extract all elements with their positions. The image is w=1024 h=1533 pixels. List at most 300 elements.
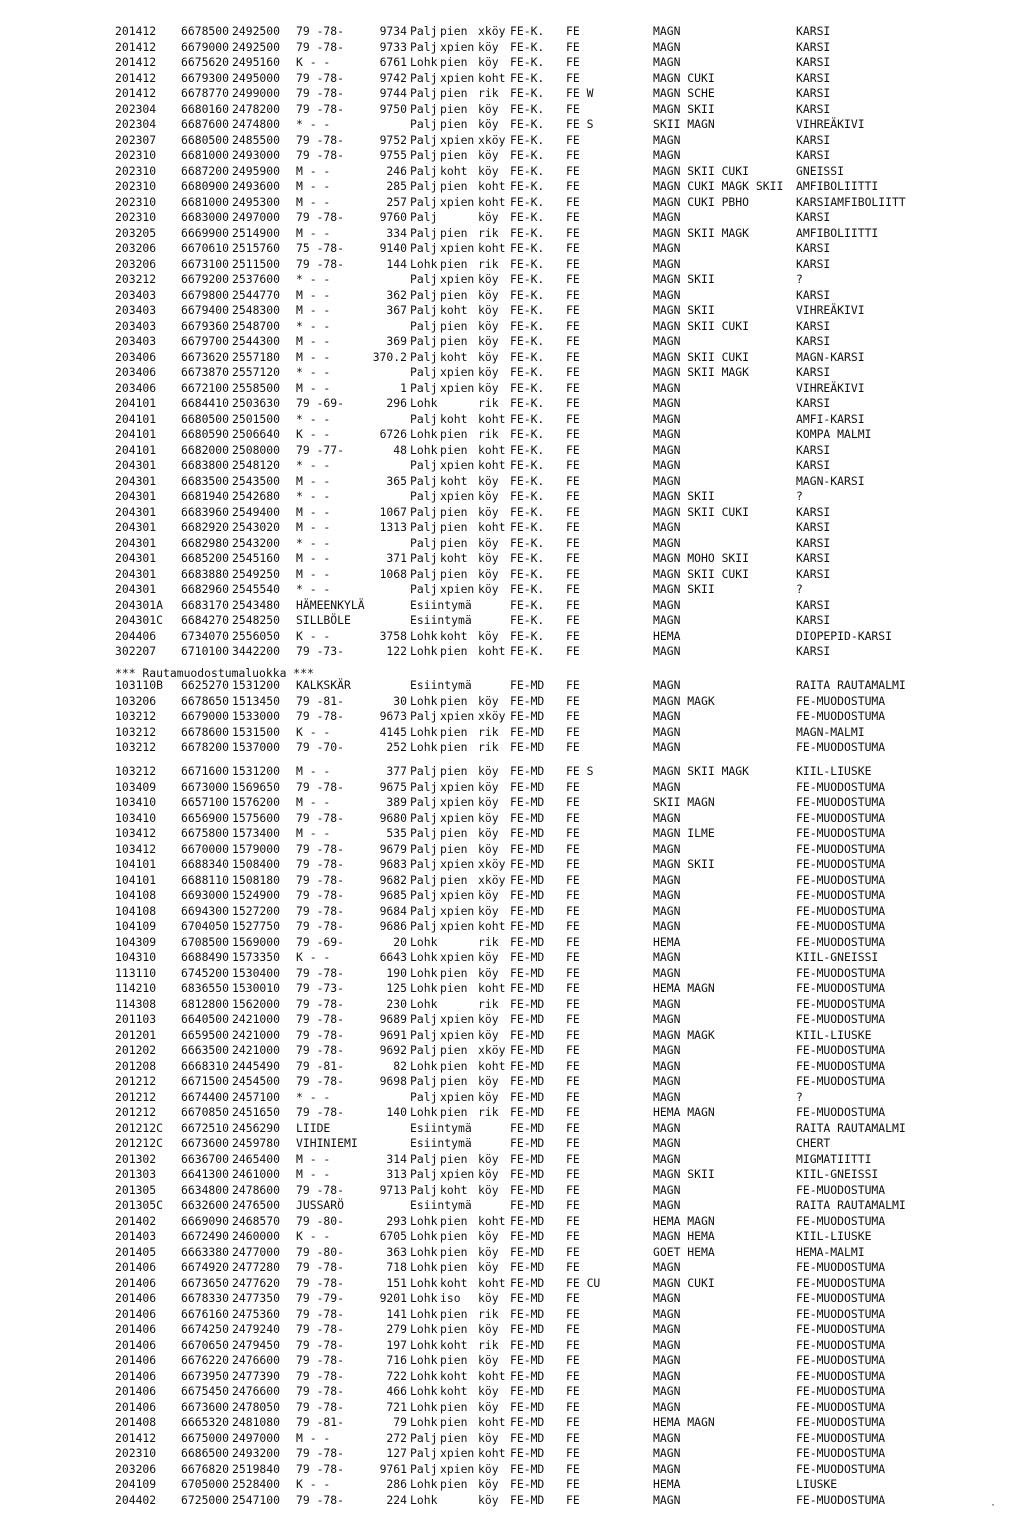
cell-map-sheet: 104309 [115,934,157,949]
cell-north-coord: 6641300 [181,1167,230,1181]
cell-sample-number: 257 [386,194,407,209]
cell-map-sheet: 203212 [115,272,157,286]
cell-north-coord: 6683800 [181,458,230,472]
cell-minerals: MAGN [653,903,681,918]
table-row [0,1384,1024,1400]
cell-map-sheet: 201305 [115,1182,157,1197]
cell-abundance: köy [478,1167,499,1181]
cell-class-code: FE-MD [510,826,545,840]
cell-class-code: FE-K. [510,132,545,147]
cell-minerals: MAGN [653,210,681,224]
cell-abundance: xköy [478,1043,506,1057]
cell-grain-size: pien [440,1105,468,1119]
cell-element: FE [566,334,580,348]
cell-abundance: köy [478,380,499,395]
cell-minerals: GOET HEMA [653,1244,715,1259]
cell-abundance: köy [478,489,499,503]
cell-north-coord: 6634800 [181,1182,230,1197]
cell-grain-size: pien [440,764,468,778]
cell-class-code: FE-K. [510,148,545,162]
cell-rock-type: FE-MUODOSTUMA [796,1291,886,1305]
cell-minerals: MAGN [653,1492,681,1507]
cell-sample-type: Palj [410,841,438,856]
cell-north-coord: 6688110 [181,872,230,887]
cell-east-coord: 2511500 [232,256,281,271]
cell-element: FE [566,1229,580,1243]
cell-sample-number: 224 [386,1492,407,1507]
cell-sample-type: Palj [410,1167,438,1181]
table-row [0,1043,1024,1059]
cell-abundance: köy [478,1492,499,1507]
cell-grain-size: koht [440,411,468,426]
cell-north-coord: 6694300 [181,903,230,918]
cell-abundance: xköy [478,857,506,871]
table-row [0,1431,1024,1447]
cell-sample-code: 79 -78- [296,1012,345,1026]
cell-north-coord: 6674400 [181,1089,230,1104]
cell-minerals: MAGN [653,39,681,54]
cell-class-code: FE-K. [510,628,545,643]
cell-north-coord: 6674250 [181,1322,230,1336]
cell-sample-type: Lohk [410,1291,438,1305]
cell-minerals: MAGN SKII MAGK [653,225,750,240]
cell-sample-number: 1067 [379,504,407,519]
cell-element: FE [566,1492,580,1507]
cell-map-sheet: 201208 [115,1058,157,1073]
cell-minerals: MAGN SKII CUKI [653,504,750,519]
table-row [0,780,1024,796]
table-row [0,826,1024,842]
cell-map-sheet: 201405 [115,1244,157,1259]
fe-md-records-table-b [0,764,1024,1508]
cell-grain-size: xpien [440,950,475,964]
cell-grain-size: xpien [440,489,475,503]
cell-east-coord: 1569650 [232,779,281,794]
cell-sample-number: 9140 [379,241,407,255]
cell-grain-size: xpien [440,709,475,723]
table-row [0,582,1024,598]
cell-sample-type: Palj [410,24,438,38]
cell-map-sheet: 204109 [115,1477,157,1491]
cell-sample-number: 252 [386,740,407,754]
cell-east-coord: 2508000 [232,442,281,457]
cell-east-coord: 1575600 [232,810,281,825]
cell-sample-number: 9680 [379,810,407,825]
cell-class-code: FE-K. [510,458,545,472]
cell-grain-size: pien [440,981,468,995]
table-row [0,1307,1024,1323]
cell-grain-size: pien [440,1322,468,1336]
cell-east-coord: 2457100 [232,1089,281,1104]
cell-abundance: rik [478,1337,499,1352]
cell-sample-number: 367 [386,303,407,317]
cell-abundance: xköy [478,24,506,38]
table-row [0,764,1024,780]
cell-map-sheet: 203406 [115,365,157,379]
cell-east-coord: 2558500 [232,380,281,395]
cell-east-coord: 1576200 [232,795,281,809]
cell-minerals: MAGN [653,1151,681,1166]
cell-grain-size: pien [440,724,468,739]
cell-rock-type: FE-MUODOSTUMA [796,996,886,1011]
cell-north-coord: 6678330 [181,1291,230,1305]
cell-element: FE [566,1105,580,1119]
cell-sample-code: KALKSKÄR [296,678,351,692]
cell-map-sheet: 201412 [115,39,157,54]
cell-east-coord: 2514900 [232,225,281,240]
cell-minerals: MAGN [653,473,681,488]
cell-grain-size: xpien [440,458,475,472]
cell-class-code: FE-K. [510,504,545,519]
cell-rock-type: KARSI [796,613,831,627]
cell-map-sheet: 202310 [115,163,157,178]
cell-abundance: köy [478,903,499,918]
cell-minerals: MAGN [653,458,681,472]
cell-sample-code: M - - [296,1167,331,1181]
cell-sample-type: Lohk [410,1058,438,1073]
cell-map-sheet: 204301 [115,520,157,534]
cell-map-sheet: 103410 [115,795,157,809]
cell-sample-code: K - - [296,427,331,441]
cell-map-sheet: 203403 [115,318,157,333]
cell-map-sheet: 204301 [115,582,157,596]
cell-rock-type: VIHREÄKIVI [796,380,865,395]
cell-minerals: HEMA MAGN [653,1415,715,1429]
cell-map-sheet: 201406 [115,1368,157,1383]
cell-sample-number: 9685 [379,888,407,902]
cell-rock-type: DIOPEPID-KARSI [796,628,893,643]
cell-sample-code: 79 -78- [296,70,345,85]
cell-grain-size: koht [440,1384,468,1398]
cell-abundance: köy [478,148,499,162]
cell-map-sheet: 204301A [115,597,164,612]
cell-north-coord: 6673650 [181,1275,230,1290]
cell-map-sheet: 201406 [115,1291,157,1305]
cell-rock-type: FE-MUODOSTUMA [796,1337,886,1352]
cell-map-sheet: 103412 [115,841,157,856]
cell-rock-type: FE-MUODOSTUMA [796,965,886,980]
cell-east-coord: 1530400 [232,965,281,980]
cell-element: FE [566,1089,580,1104]
cell-element: FE [566,303,580,317]
cell-east-coord: 2492500 [232,24,281,38]
cell-minerals: MAGN SKII [653,101,715,116]
cell-grain-size: koht [440,1337,468,1352]
cell-element: FE [566,740,580,754]
cell-sample-code: M - - [296,795,331,809]
cell-sample-number: 9686 [379,919,407,933]
cell-rock-type: KARSI [796,70,831,85]
cell-minerals: MAGN [653,411,681,426]
cell-abundance: köy [478,318,499,333]
cell-element: FE [566,1012,580,1026]
cell-north-coord: 6683880 [181,566,230,581]
cell-sample-code: 79 -78- [296,709,345,723]
cell-element: FE [566,872,580,887]
cell-north-coord: 6632600 [181,1198,230,1212]
cell-map-sheet: 204301 [115,473,157,488]
cell-minerals: MAGN SKII MAGK [653,365,750,379]
cell-class-code: FE-MD [510,1322,545,1336]
cell-element: FE [566,1461,580,1476]
cell-north-coord: 6669900 [181,225,230,240]
cell-east-coord: 2545160 [232,551,281,565]
cell-sample-type: Lohk [410,1492,438,1507]
cell-sample-code: 79 -78- [296,210,345,224]
cell-north-coord: 6669090 [181,1213,230,1228]
cell-map-sheet: 201303 [115,1167,157,1181]
cell-element: FE [566,981,580,995]
cell-east-coord: 2543200 [232,535,281,550]
cell-element: FE [566,582,580,596]
cell-map-sheet: 204301 [115,458,157,472]
cell-minerals: MAGN [653,965,681,980]
cell-minerals: MAGN SKII CUKI [653,566,750,581]
cell-class-code: FE-K. [510,272,545,286]
cell-element: FE [566,693,580,708]
cell-rock-type: FE-MUODOSTUMA [796,1399,886,1414]
cell-element: FE [566,1182,580,1197]
table-row [0,966,1024,982]
cell-north-coord: 6710100 [181,644,230,658]
cell-sample-type: Lohk [410,1213,438,1228]
cell-sample-number: 313 [386,1167,407,1181]
cell-sample-code: 79 -78- [296,841,345,856]
table-row [0,1446,1024,1462]
cell-rock-type: FE-MUODOSTUMA [796,872,886,887]
cell-sample-type: Palj [410,489,438,503]
cell-sample-code: * - - [296,272,331,286]
cell-sample-code: K - - [296,1229,331,1243]
cell-east-coord: 2549400 [232,504,281,519]
cell-class-code: FE-MD [510,1244,545,1259]
cell-rock-type: AMFIBOLIITTI [796,225,879,240]
cell-north-coord: 6672100 [181,380,230,395]
table-row [0,598,1024,614]
cell-rock-type: ? [796,1089,803,1104]
cell-sample-code: 79 -78- [296,965,345,980]
cell-rock-type: FE-MUODOSTUMA [796,1105,886,1119]
cell-minerals: MAGN [653,678,681,692]
cell-north-coord: 6688490 [181,950,230,964]
cell-class-code: FE-K. [510,489,545,503]
cell-grain-size: pien [440,334,468,348]
cell-abundance: koht [478,919,506,933]
cell-sample-type: Lohk [410,1306,438,1321]
cell-element: FE [566,1446,580,1460]
cell-north-coord: 6679800 [181,287,230,302]
cell-grain-size: xpien [440,1446,475,1460]
cell-map-sheet: 114308 [115,996,157,1011]
cell-element: FE [566,965,580,980]
cell-sample-code: M - - [296,551,331,565]
cell-rock-type: VIHREÄKIVI [796,303,865,317]
cell-sample-type: Palj [410,520,438,534]
cell-element: FE [566,225,580,240]
cell-minerals: MAGN [653,287,681,302]
cell-abundance: xköy [478,132,506,147]
cell-rock-type: FE-MUODOSTUMA [796,1492,886,1507]
cell-abundance: koht [478,1446,506,1460]
cell-rock-type: FE-MUODOSTUMA [796,1043,886,1057]
cell-sample-type: Palj [410,179,438,193]
cell-east-coord: 2519840 [232,1461,281,1476]
cell-sample-type: Lohk [410,1415,438,1429]
cell-map-sheet: 201406 [115,1306,157,1321]
cell-class-code: FE-K. [510,427,545,441]
cell-grain-size: pien [440,256,468,271]
cell-north-coord: 6678650 [181,693,230,708]
cell-rock-type: KARSI [796,458,831,472]
cell-class-code: FE-MD [510,779,545,794]
cell-rock-type: KOMPA MALMI [796,427,872,441]
cell-sample-number: 722 [386,1368,407,1383]
cell-minerals: MAGN [653,1136,681,1150]
cell-sample-code: 79 -70- [296,740,345,754]
cell-sample-type: Palj [410,39,438,54]
cell-sample-type: Palj [410,810,438,825]
cell-east-coord: 2445490 [232,1058,281,1073]
cell-class-code: FE-K. [510,117,545,131]
cell-east-coord: 2515760 [232,241,281,255]
cell-element: FE [566,1136,580,1150]
cell-grain-size: pien [440,1399,468,1414]
cell-north-coord: 6686500 [181,1446,230,1460]
cell-north-coord: 6675450 [181,1384,230,1398]
cell-minerals: MAGN [653,132,681,147]
cell-class-code: FE-K. [510,644,545,658]
cell-map-sheet: 201302 [115,1151,157,1166]
cell-map-sheet: 203406 [115,380,157,395]
cell-rock-type: AMFI-KARSI [796,411,865,426]
cell-east-coord: 2477390 [232,1368,281,1383]
cell-rock-type: KARSI [796,24,831,38]
cell-element: FE [566,1322,580,1336]
cell-sample-type: Lohk [410,1399,438,1414]
cell-sample-type: Esiintymä [410,597,472,612]
cell-sample-number: 716 [386,1353,407,1367]
cell-class-code: FE-K. [510,210,545,224]
cell-class-code: FE-K. [510,318,545,333]
cell-minerals: HEMA [653,1477,681,1491]
cell-element: FE [566,996,580,1011]
cell-sample-number: 4145 [379,724,407,739]
cell-east-coord: 2481080 [232,1415,281,1429]
cell-map-sheet: 201408 [115,1415,157,1429]
cell-minerals: MAGN SKII [653,1167,715,1181]
cell-map-sheet: 201402 [115,1213,157,1228]
cell-abundance: köy [478,795,499,809]
table-row [0,1229,1024,1245]
cell-north-coord: 6663500 [181,1043,230,1057]
cell-element: FE [566,1074,580,1088]
cell-sample-code: 79 -69- [296,934,345,949]
cell-class-code: FE-K. [510,349,545,364]
cell-class-code: FE-MD [510,934,545,949]
cell-sample-type: Palj [410,1012,438,1026]
cell-sample-type: Lohk [410,1322,438,1336]
cell-north-coord: 6683500 [181,473,230,488]
cell-rock-type: KARSI [796,55,831,69]
cell-sample-number: 535 [386,826,407,840]
cell-rock-type: GNEISSI [796,163,845,178]
cell-map-sheet: 203205 [115,225,157,240]
cell-rock-type: ? [796,272,803,286]
cell-east-coord: 1531200 [232,678,281,692]
cell-sample-type: Lohk [410,442,438,457]
cell-sample-code: * - - [296,458,331,472]
cell-abundance: koht [478,194,506,209]
cell-sample-number: 9742 [379,70,407,85]
cell-grain-size: koht [440,303,468,317]
cell-sample-code: M - - [296,764,331,778]
cell-grain-size: pien [440,535,468,550]
cell-grain-size: pien [440,1229,468,1243]
cell-sample-type: Lohk [410,981,438,995]
cell-sample-code: * - - [296,489,331,503]
table-row [0,148,1024,164]
cell-element: FE [566,841,580,856]
cell-rock-type: FE-MUODOSTUMA [796,709,886,723]
cell-element: FE [566,1167,580,1181]
cell-rock-type: FE-MUODOSTUMA [796,1384,886,1398]
cell-map-sheet: 203403 [115,334,157,348]
table-row [0,1338,1024,1354]
cell-map-sheet: 202307 [115,132,157,147]
cell-map-sheet: 201406 [115,1322,157,1336]
cell-sample-number: 9750 [379,101,407,116]
cell-class-code: FE-MD [510,764,545,778]
cell-grain-size: xpien [440,194,475,209]
cell-north-coord: 6684410 [181,396,230,410]
cell-grain-size: pien [440,427,468,441]
table-row [0,396,1024,412]
cell-minerals: MAGN [653,1198,681,1212]
cell-sample-code: 79 -78- [296,996,345,1011]
cell-sample-code: 79 -78- [296,132,345,147]
cell-map-sheet: 201406 [115,1384,157,1398]
cell-minerals: HEMA [653,628,681,643]
cell-grain-size: pien [440,318,468,333]
cell-rock-type: FE-MUODOSTUMA [796,841,886,856]
cell-element: FE [566,1430,580,1445]
cell-sample-type: Esiintymä [410,613,472,627]
cell-sample-code: M - - [296,826,331,840]
cell-minerals: HEMA MAGN [653,1105,715,1119]
cell-east-coord: 2478050 [232,1399,281,1414]
table-row [0,1121,1024,1137]
cell-north-coord: 6659500 [181,1027,230,1042]
cell-element: FE [566,628,580,643]
cell-minerals: MAGN [653,1074,681,1088]
cell-east-coord: 1527750 [232,919,281,933]
cell-grain-size: xpien [440,365,475,379]
cell-rock-type: FE-MUODOSTUMA [796,1353,886,1367]
cell-sample-type: Palj [410,318,438,333]
cell-sample-type: Lohk [410,1353,438,1367]
cell-east-coord: 2459780 [232,1136,281,1150]
cell-sample-code: 79 -78- [296,1027,345,1042]
cell-map-sheet: 201406 [115,1337,157,1352]
cell-grain-size: pien [440,1415,468,1429]
cell-sample-type: Palj [410,566,438,581]
cell-element: FE S [566,117,594,131]
cell-north-coord: 6673000 [181,779,230,794]
cell-minerals: MAGN MAGK [653,693,715,708]
cell-north-coord: 6836550 [181,981,230,995]
table-row [0,458,1024,474]
cell-abundance: köy [478,55,499,69]
